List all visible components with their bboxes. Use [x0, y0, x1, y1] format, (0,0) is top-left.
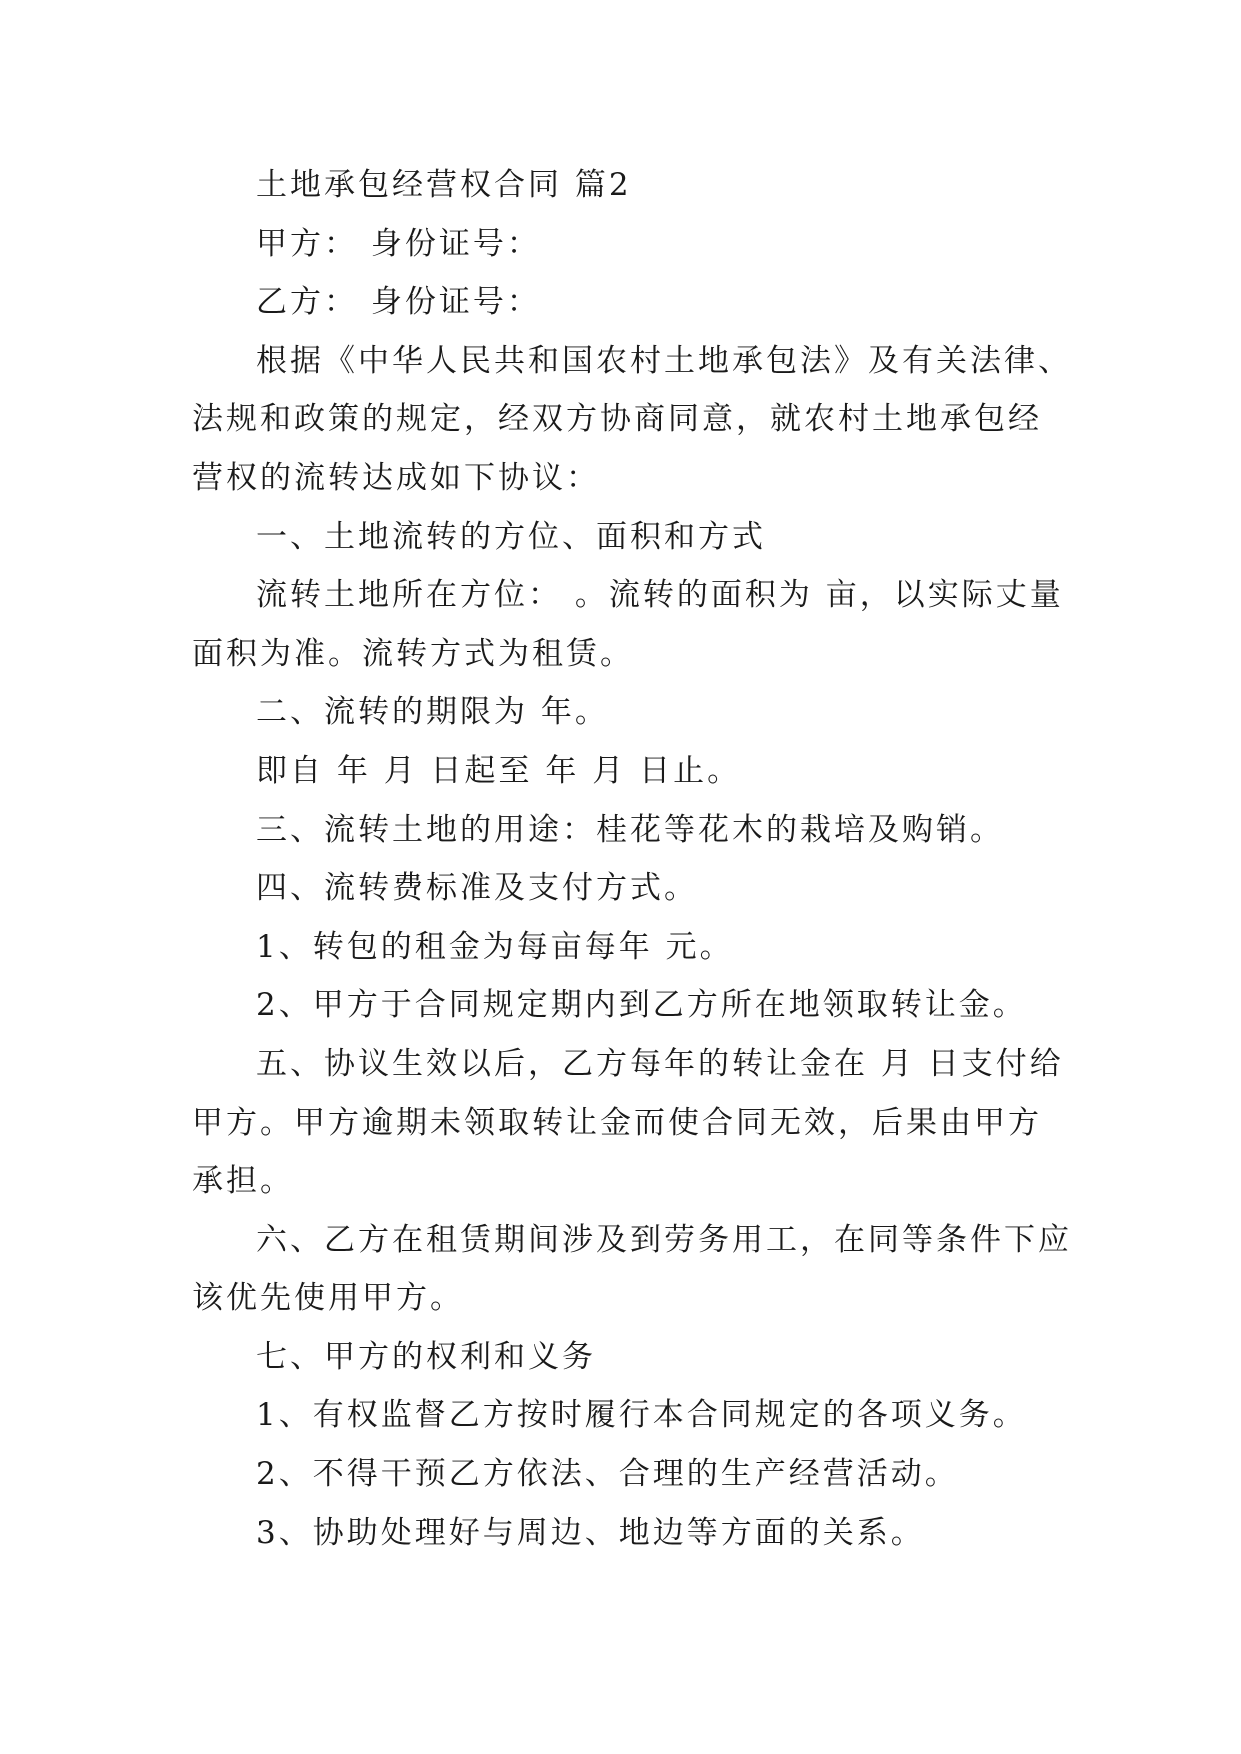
section-7-heading: 七、甲方的权利和义务	[256, 1338, 596, 1375]
section-4-heading: 四、流转费标准及支付方式。	[256, 870, 698, 907]
party-a-line: 甲方： 身份证号：	[256, 225, 541, 262]
section-6-paragraph: 六、乙方在租赁期间涉及到劳务用工，在同等条件下应该优先使用甲方。	[192, 1221, 1072, 1317]
party-b-line: 乙方： 身份证号：	[256, 284, 541, 321]
section-2-body: 即自 年 月 日起至 年 月 日止。	[256, 752, 742, 789]
section-4-item-1: 1、转包的租金为每亩每年 元。	[256, 928, 734, 965]
section-3-paragraph: 三、流转土地的用途：桂花等花木的栽培及购销。	[256, 811, 1004, 848]
section-1-heading: 一、土地流转的方位、面积和方式	[256, 518, 766, 555]
section-5-paragraph: 五、协议生效以后，乙方每年的转让金在 月 日支付给甲方。甲方逾期未领取转让金而使合同无效，后果由甲方承担。	[192, 1045, 1064, 1200]
section-7-item-2: 2、不得干预乙方依法、合理的生产经营活动。	[256, 1456, 959, 1493]
preamble-paragraph: 根据《中华人民共和国农村土地承包法》及有关法律、法规和政策的规定，经双方协商同意，就农村土地承包经营权的流转达成如下协议：	[192, 342, 1072, 496]
section-7-item-3: 3、协助处理好与周边、地边等方面的关系。	[256, 1514, 925, 1551]
contract-title: 土地承包经营权合同 篇2	[256, 167, 632, 203]
section-2-heading: 二、流转的期限为 年。	[256, 694, 609, 731]
section-4-item-2: 2、甲方于合同规定期内到乙方所在地领取转让金。	[256, 987, 1027, 1024]
contract-body	[192, 156, 1072, 1562]
section-7-item-1: 1、有权监督乙方按时履行本合同规定的各项义务。	[256, 1397, 1027, 1434]
section-1-body: 流转土地所在方位： 。流转的面积为 亩，以实际丈量面积为准。流转方式为租赁。	[192, 577, 1064, 672]
